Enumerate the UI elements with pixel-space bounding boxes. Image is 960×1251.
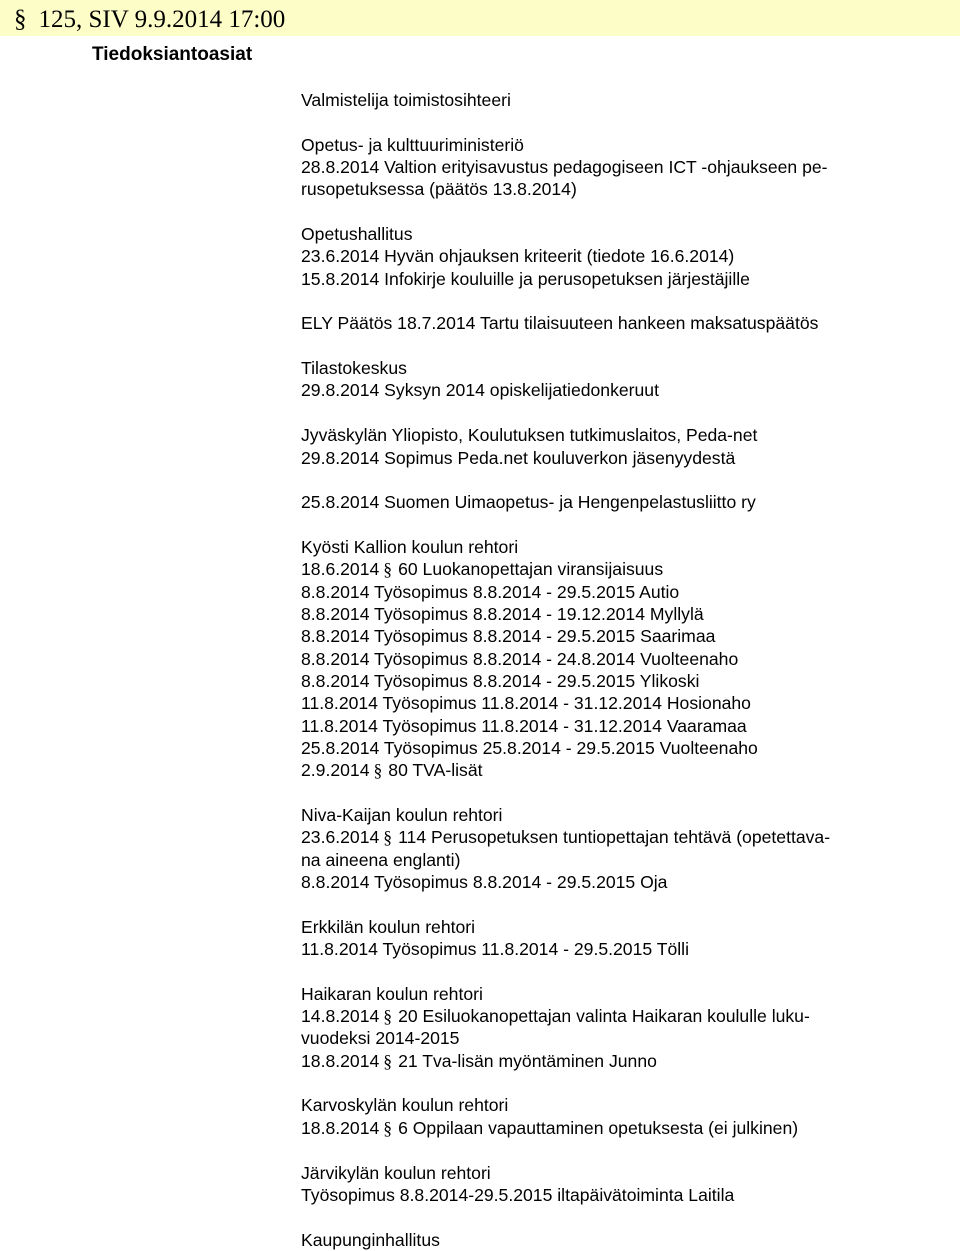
decision-date: 18.8.2014: [301, 1117, 380, 1138]
spacer: [301, 201, 901, 223]
spacer: [301, 290, 901, 312]
spacer: [301, 893, 901, 915]
contract-line: 8.8.2014 Työsopimus 8.8.2014 - 29.5.2015 Oja: [301, 872, 668, 893]
decision-date: 23.6.2014: [301, 827, 380, 848]
contract-line: 8.8.2014 Työsopimus 8.8.2014 - 19.12.2014 Myllylä: [301, 603, 704, 624]
decision-text: 60 Luokanopettajan viransijaisuus: [398, 559, 664, 580]
decision-date: 18.6.2014: [301, 559, 380, 580]
decision-line: [301, 826, 901, 848]
section-body: [301, 89, 901, 1251]
decision-line: [301, 759, 901, 781]
document-line: 28.8.2014 Valtion erityisavustus pedagogiseen ICT -ohjaukseen pe-: [301, 157, 828, 178]
section-symbol: §: [383, 1117, 393, 1138]
section-symbol: §: [383, 1006, 393, 1027]
contract-line: 8.8.2014 Työsopimus 8.8.2014 - 29.5.2015 Ylikoski: [301, 670, 700, 691]
section-symbol: §: [14, 6, 27, 33]
contract-line: Työsopimus 8.8.2014-29.5.2015 iltapäivätoiminta Laitila: [301, 1184, 735, 1205]
decision-date: 2.9.2014: [301, 760, 370, 781]
decision-line: [301, 1050, 901, 1072]
decision-text: 20 Esiluokanopettajan valinta Haikaran koululle luku-: [398, 1006, 810, 1027]
decision-text: 6 Oppilaan vapauttaminen opetuksesta (ei julkinen): [398, 1117, 799, 1138]
contract-line: 8.8.2014 Työsopimus 8.8.2014 - 29.5.2015 Saarimaa: [301, 626, 716, 647]
spacer: [301, 960, 901, 982]
spacer: [301, 1206, 901, 1228]
document-line: 25.8.2014 Suomen Uimaopetus- ja Hengenpelastusliitto ry: [301, 492, 756, 513]
spacer: [301, 335, 901, 357]
contract-line: 11.8.2014 Työsopimus 11.8.2014 - 29.5.2015 Tölli: [301, 939, 689, 960]
spacer: [301, 1072, 901, 1094]
sender-heading: Opetus- ja kulttuuriministeriö: [301, 134, 524, 155]
spacer: [301, 111, 901, 133]
contract-line: 25.8.2014 Työsopimus 25.8.2014 - 29.5.2015 Vuolteenaho: [301, 737, 758, 758]
preparer-line: Valmistelija toimistosihteeri: [301, 90, 511, 110]
decision-continuation: vuodeksi 2014-2015: [301, 1028, 460, 1049]
document-line: ELY Päätös 18.7.2014 Tartu tilaisuuteen hankeen maksatuspäätös: [301, 313, 819, 334]
sender-heading: Opetushallitus: [301, 224, 413, 245]
section-symbol: §: [383, 559, 393, 580]
contract-line: 11.8.2014 Työsopimus 11.8.2014 - 31.12.2014 Vaaramaa: [301, 715, 747, 736]
spacer: [301, 1139, 901, 1161]
document-line: 29.8.2014 Sopimus Peda.net kouluverkon jäsenyydestä: [301, 447, 736, 468]
section-title: Tiedoksiantoasiat: [92, 44, 253, 65]
sender-heading: Karvoskylän koulun rehtori: [301, 1095, 509, 1116]
contract-line: 11.8.2014 Työsopimus 11.8.2014 - 31.12.2014 Hosionaho: [301, 693, 751, 714]
contract-line: 8.8.2014 Työsopimus 8.8.2014 - 24.8.2014 Vuolteenaho: [301, 648, 739, 669]
document-line: 29.8.2014 Syksyn 2014 opiskelijatiedonkeruut: [301, 380, 659, 401]
document-line: rusopetuksessa (päätös 13.8.2014): [301, 179, 577, 200]
document-line: 15.8.2014 Infokirje kouluille ja perusopetuksen järjestäjille: [301, 268, 750, 289]
spacer: [301, 514, 901, 536]
decision-text: 114 Perusopetuksen tuntiopettajan tehtävä (opetettava-: [398, 827, 831, 848]
decision-text: 80 TVA-lisät: [388, 760, 483, 781]
document-line: 23.6.2014 Hyvän ohjauksen kriteerit (tiedote 16.6.2014): [301, 246, 735, 267]
decision-line: [301, 1005, 901, 1027]
decision-date: 18.8.2014: [301, 1050, 380, 1071]
spacer: [301, 402, 901, 424]
section-symbol: §: [383, 827, 393, 848]
section-symbol: §: [373, 760, 383, 781]
sender-heading: Jyväskylän Yliopisto, Koulutuksen tutkimuslaitos, Peda-net: [301, 425, 758, 446]
decision-line: [301, 1117, 901, 1139]
sender-heading: Kaupunginhallitus: [301, 1229, 440, 1250]
section-number-text: 125, SIV 9.9.2014 17:00: [38, 6, 286, 33]
decision-date: 14.8.2014: [301, 1006, 380, 1027]
section-number-date: [14, 5, 285, 35]
sender-heading: Järvikylän koulun rehtori: [301, 1162, 491, 1183]
spacer: [301, 782, 901, 804]
contract-line: 8.8.2014 Työsopimus 8.8.2014 - 29.5.2015 Autio: [301, 581, 680, 602]
sender-heading: Kyösti Kallion koulun rehtori: [301, 536, 519, 557]
sender-heading: Haikaran koulun rehtori: [301, 983, 483, 1004]
decision-line: [301, 558, 901, 580]
spacer: [301, 469, 901, 491]
section-symbol: §: [383, 1050, 393, 1071]
sender-heading: Erkkilän koulun rehtori: [301, 916, 476, 937]
sender-heading: Niva-Kaijan koulun rehtori: [301, 805, 503, 825]
decision-text: 21 Tva-lisän myöntäminen Junno: [398, 1050, 657, 1071]
decision-continuation: na aineena englanti): [301, 849, 461, 870]
sender-heading: Tilastokeskus: [301, 358, 407, 379]
